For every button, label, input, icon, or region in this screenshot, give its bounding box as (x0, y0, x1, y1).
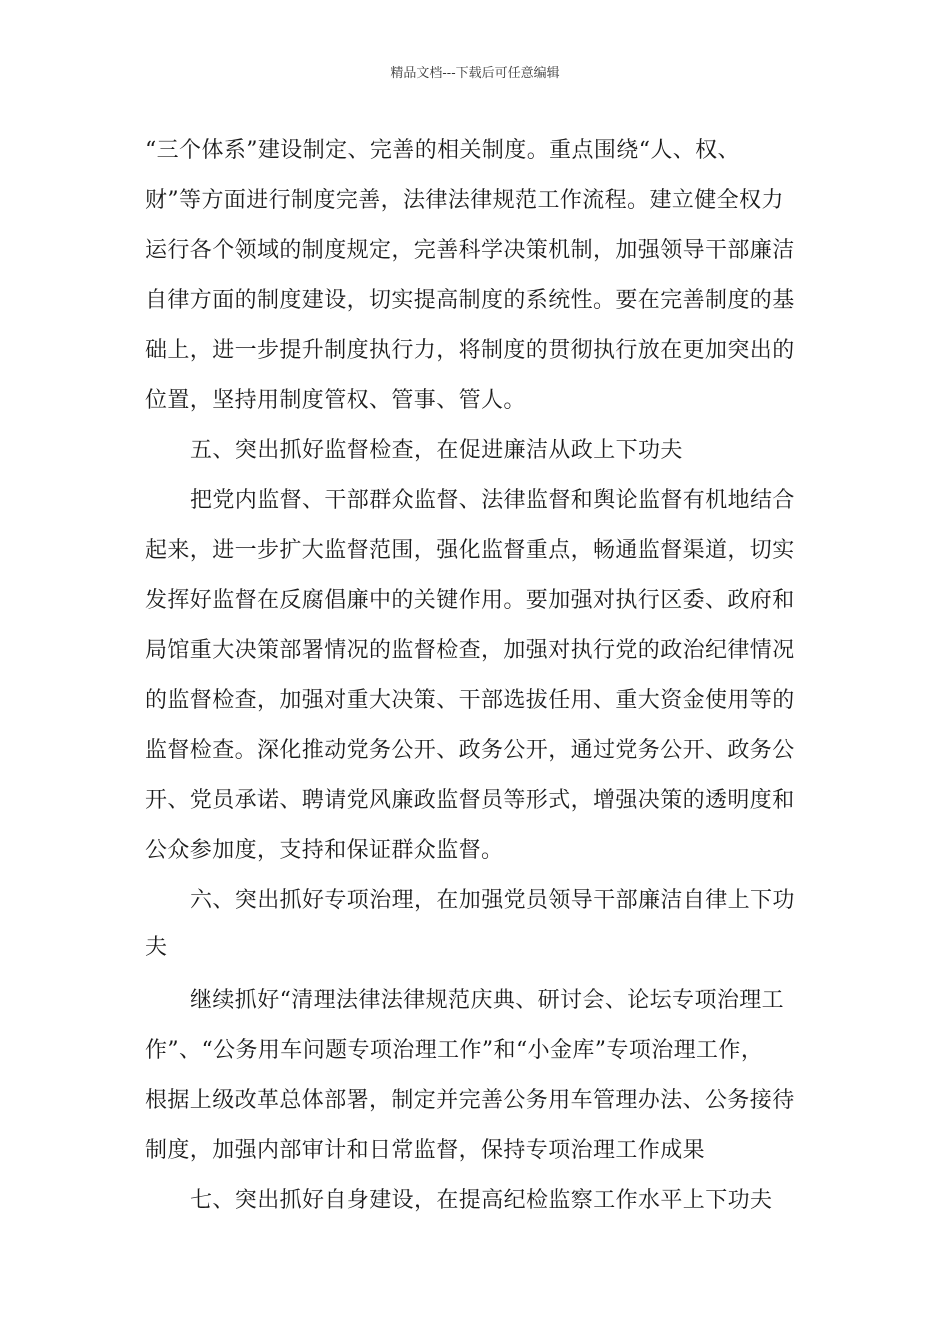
body-line: 发挥好监督在反腐倡廉中的关键作用。要加强对执行区委、政府和 (145, 588, 795, 613)
body-line: 制度，加强内部审计和日常监督，保持专项治理工作成果 (145, 1138, 706, 1163)
body-line: 开、党员承诺、聘请党风廉政监督员等形式，增强决策的透明度和 (145, 788, 795, 813)
body-line: 础上，进一步提升制度执行力，将制度的贯彻执行放在更加突出的 (145, 338, 795, 363)
body-line: “三个体系”建设制定、完善的相关制度。重点围绕“人、权、 (145, 138, 740, 163)
page-header: 精品文档---下载后可任意编辑 (390, 66, 560, 81)
body-line: 位置，坚持用制度管权、管事、管人。 (145, 388, 526, 413)
body-line: 作”、“公务用车问题专项治理工作”和“小金库”专项治理工作， (145, 1038, 764, 1063)
body-line: 起来，进一步扩大监督范围，强化监督重点，畅通监督渠道，切实 (145, 538, 795, 563)
paragraph-first-line: 继续抓好“清理法律法律规范庆典、研讨会、论坛专项治理工 (190, 988, 785, 1013)
body-line: 局馆重大决策部署情况的监督检查，加强对执行党的政治纪律情况 (145, 638, 795, 663)
body-line: 监督检查。深化推动党务公开、政务公开，通过党务公开、政务公 (145, 738, 795, 763)
section-heading-continued: 夫 (145, 935, 168, 960)
section-heading: 六、突出抓好专项治理，在加强党员领导干部廉洁自律上下功 (190, 888, 795, 913)
body-line: 自律方面的制度建设，切实提高制度的系统性。要在完善制度的基 (145, 288, 795, 313)
body-line: 的监督检查，加强对重大决策、干部选拔任用、重大资金使用等的 (145, 688, 795, 713)
body-line: 公众参加度，支持和保证群众监督。 (145, 838, 504, 863)
body-line: 根据上级改革总体部署，制定并完善公务用车管理办法、公务接待 (145, 1088, 795, 1113)
section-heading: 七、突出抓好自身建设，在提高纪检监察工作水平上下功夫 (190, 1188, 773, 1213)
body-line: 运行各个领域的制度规定，完善科学决策机制，加强领导干部廉洁 (145, 238, 795, 263)
paragraph-first-line: 把党内监督、干部群众监督、法律监督和舆论监督有机地结合 (190, 488, 795, 513)
body-line: 财”等方面进行制度完善，法律法律规范工作流程。建立健全权力 (145, 188, 784, 213)
section-heading: 五、突出抓好监督检查，在促进廉洁从政上下功夫 (190, 438, 683, 463)
